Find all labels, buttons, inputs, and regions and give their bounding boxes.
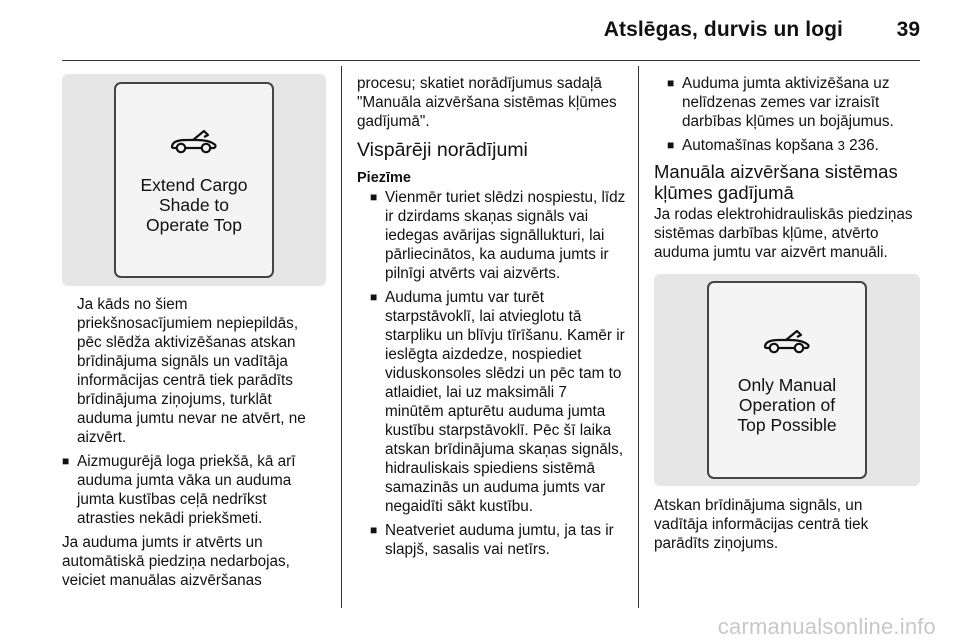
bullet-car-care (667, 136, 920, 155)
bullet-uneven-ground (667, 74, 920, 131)
bullet-square-icon: ■ (370, 190, 378, 204)
bullet-square-icon: ■ (370, 290, 378, 304)
paragraph-system-fault: Ja rodas elektrohidrauliskās piedziņas sistēmas darbības kļūme, atvērto auduma jumtu var aizvērt manuāli. (654, 206, 913, 261)
paragraph-manual-close: Ja auduma jumts ir atvērts un automātiskā piedziņa nedarbojas, veiciet manuālas aizvēršanas (62, 534, 290, 589)
bullet-square-icon: ■ (667, 76, 675, 90)
column-divider-right (638, 66, 639, 608)
bullet-text: Auduma jumta aktivizēšana uz nelīdzenas zemes var izraisīt darbības kļūmes un bojājumus. (682, 75, 894, 130)
right-bullets (654, 74, 920, 155)
page-title: Atslēgas, durvis un logi (603, 18, 843, 41)
paragraph-continued: procesu; skatiet norādījumus sadaļā "Manuāla aizvēršana sistēmas kļūmes gadījumā". (357, 75, 617, 130)
right-column (654, 74, 920, 558)
middle-column (357, 74, 627, 564)
bullet-hold-switch (370, 188, 627, 283)
note-bullets (357, 188, 627, 559)
display-figure-extend-cargo (62, 74, 326, 286)
display-line-3: Top Possible (737, 415, 837, 435)
display-screen (114, 82, 274, 278)
left-column (62, 74, 326, 595)
convertible-car-icon (166, 125, 222, 157)
note-label: Piezīme (357, 170, 411, 186)
page-reference-link[interactable]: 236. (849, 137, 879, 154)
display-line-1: Only Manual (737, 375, 837, 395)
bullet-wet-roof (370, 521, 627, 559)
display-line-1: Extend Cargo (140, 175, 248, 195)
bullet-rear-window (62, 452, 326, 528)
bullet-intermediate-position (370, 288, 627, 516)
bullet-text: Aizmugurējā loga priekšā, kā arī auduma jumta vāka un auduma jumta kustības ceļā nedrīkst atrasties nekādi priekšmeti. (77, 453, 296, 527)
bullet-square-icon: ■ (62, 454, 70, 468)
bullet-text: Auduma jumtu var turēt starpstāvoklī, lai atvieglotu tā starpliku un blīvju tīrīšanu. Kamēr ir ieslēgta aizdedze, nospiediet viduskonsoles slēdzi un pēc tam to atlaidiet, lai uz maksimāli 7 minūtēm apturētu auduma jumta kustību starpstāvoklī. Pēc šī laika atskan brīdinājuma skaņas signāls, hidrauliskais spiediens sistēmā samazinās un auduma jumts var negaidīti sākt kustību. (385, 289, 625, 515)
display-line-2: Shade to (158, 195, 230, 215)
bullet-text: Vienmēr turiet slēdzi nospiestu, līdz ir dzirdams skaņas signāls vai iedegas avārijas signāllukturi, lai pārliecinātos, ka auduma jumts ir pilnīgi atvērts vai aizvērts. (385, 189, 626, 282)
section-heading-general: Vispārēji norādījumi (357, 139, 528, 161)
bullet-text: Automašīnas kopšana (682, 137, 834, 154)
page-number: 39 (896, 18, 920, 41)
display-line-2: Operation of (738, 395, 836, 415)
column-divider-left (341, 66, 342, 608)
display-line-3: Operate Top (146, 215, 242, 235)
display-screen (707, 281, 867, 479)
page-header (0, 0, 960, 66)
section-heading-manual-close: Manuāla aizvēršana sistēmas kļūmes gadījumā (654, 161, 898, 203)
header-divider (62, 60, 920, 61)
display-figure-manual-operation (654, 274, 920, 486)
bullet-square-icon: ■ (370, 523, 378, 537)
bullet-square-icon: ■ (667, 138, 675, 152)
convertible-car-icon (759, 325, 815, 357)
watermark: carmanualsonline.info (717, 614, 936, 639)
paragraph-warning-signal: Atskan brīdinājuma signāls, un vadītāja informācijas centrā tiek parādīts ziņojums. (654, 497, 869, 552)
paragraph-conditions: Ja kāds no šiem priekšnosacījumiem nepiepildās, pēc slēdža aktivizēšanas atskan brīdinājuma signāls un vadītāja informācijas centrā tiek parādīts brīdinājuma ziņojums, turklāt auduma jumtu nevar ne atvērt, ne aizvērt. (77, 296, 306, 446)
page-reference-arrow-icon: 3 (837, 138, 845, 153)
bullet-text: Neatveriet auduma jumtu, ja tas ir slapjš, sasalis vai netīrs. (385, 522, 614, 558)
